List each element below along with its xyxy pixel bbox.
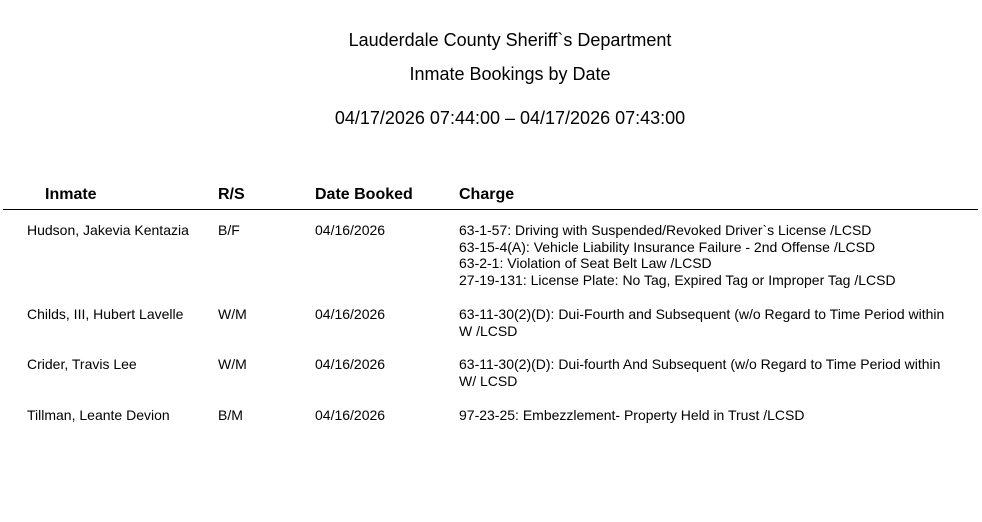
header-inmate: Inmate [45,186,97,203]
date-booked: 04/16/2026 [315,222,386,238]
header-date-booked: Date Booked [315,186,413,203]
race-sex: W/M [218,356,247,372]
report-title: Lauderdale County Sheriff`s Department [348,30,672,50]
header-rs: R/S [218,186,245,203]
date-booked: 04/16/2026 [315,407,386,423]
report-date-range: 04/17/2026 07:44:00 – 04/17/2026 07:43:00 [334,108,686,128]
inmate-name: Crider, Travis Lee [27,356,137,372]
inmate-name: Childs, III, Hubert Lavelle [27,306,184,322]
charge-list [459,306,974,339]
header-divider [3,209,978,210]
charge-list [459,407,974,424]
charge-line: 63-1-57: Driving with Suspended/Revoked Driver`s License /LCSD [459,222,872,238]
race-sex: B/F [218,222,240,238]
date-booked: 04/16/2026 [315,356,386,372]
charge-line: 63-15-4(A): Vehicle Liability Insurance Failure - 2nd Offense /LCSD [459,238,876,255]
charge-line: 63-2-1: Violation of Seat Belt Law /LCSD [459,255,712,271]
race-sex: B/M [218,407,243,423]
charge-line: W /LCSD [459,322,518,339]
charge-list [459,356,974,389]
race-sex: W/M [218,306,247,322]
charge-line: 63-11-30(2)(D): Dui-fourth And Subsequent (w/o Regard to Time Period within [459,356,941,372]
report-subtitle: Inmate Bookings by Date [409,64,611,84]
header-charge: Charge [459,186,515,203]
charge-line: 27-19-131: License Plate: No Tag, Expired Tag or Improper Tag /LCSD [459,271,896,288]
charge-line: 97-23-25: Embezzlement- Property Held in Trust /LCSD [459,407,805,423]
date-booked: 04/16/2026 [315,306,386,322]
inmate-name: Hudson, Jakevia Kentazia [27,222,189,238]
charge-line: W/ LCSD [459,372,518,389]
inmate-name: Tillman, Leante Devion [27,407,170,423]
charge-list [459,222,974,288]
charge-line: 63-11-30(2)(D): Dui-Fourth and Subsequent (w/o Regard to Time Period within [459,306,945,322]
